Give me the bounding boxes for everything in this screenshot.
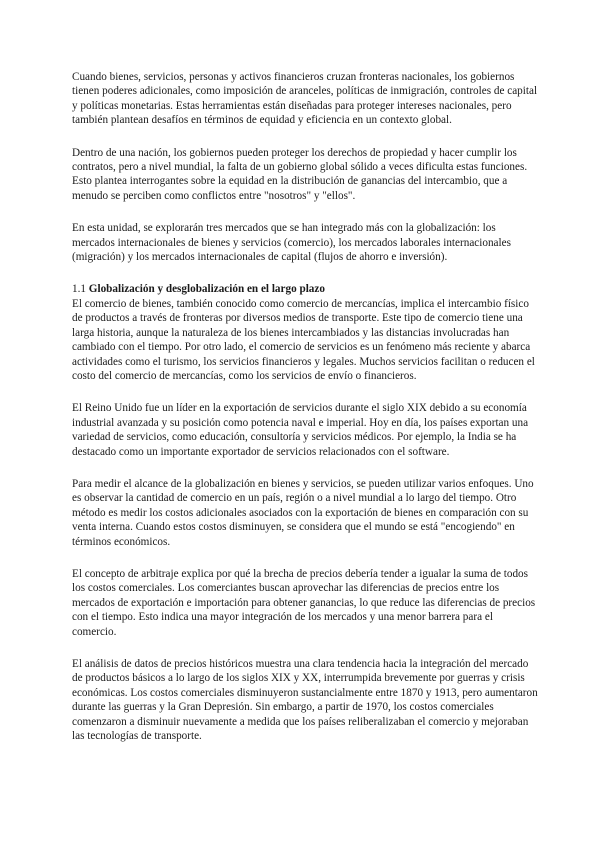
section-paragraph-3: Para medir el alcance de la globalización en bienes y servicios, se pueden utilizar varios enfoques. Uno es observar la cantidad de comercio en un país, región o a nivel mundial a lo largo del tiempo. Otro método es medir los costos adicionales asociados con la exportación de bienes en comparación con su venta interna. Cuando estos costos disminuyen, se considera que el mundo se está "encogiendo" en términos económicos. bbox=[72, 477, 534, 548]
section-number: 1.1 bbox=[72, 283, 86, 296]
intro-paragraph-1: Cuando bienes, servicios, personas y activos financieros cruzan fronteras nacionales, los gobiernos tienen poderes adicionales, como imposición de aranceles, políticas de inmigración, controles de capital y políticas monetarias. Estas herramientas están diseñadas para proteger intereses nacionales, pero también plantean desafíos en términos de equidad y eficiencia en un contexto global. bbox=[72, 71, 538, 127]
section-1-1 bbox=[72, 282, 538, 743]
section-paragraph-4: El concepto de arbitraje explica por qué la brecha de precios debería tender a igualar la suma de todos los costos comerciales. Los comerciantes buscan aprovechar las diferencias de precios entre los mercados de exportación e importación para obtener ganancias, lo que reduce las diferencias de precios con el tiempo. Esto indica una mayor integración de los mercados y una menor barrera para el comercio. bbox=[72, 567, 536, 638]
section-title: Globalización y desglobalización en el largo plazo bbox=[88, 283, 325, 296]
section-paragraph-1: El comercio de bienes, también conocido como comercio de mercancías, implica el intercambio físico de productos a través de fronteras por diversos medios de transporte. Este tipo de comercio tiene una larga historia, aunque la naturaleza de los bienes intercambiados y las distancias involucradas han cambiado con el tiempo. Por otro lado, el comercio de servicios es un fenómeno más reciente y abarca actividades como el turismo, los servicios financieros y legales. Muchos servicios facilitan o reducen el costo del comercio de mercancías, como los servicios de envío o financieros. bbox=[72, 297, 535, 382]
intro-paragraph-3: En esta unidad, se explorarán tres mercados que se han integrado más con la globalización: los mercados internacionales de bienes y servicios (comercio), los mercados laborales internacionales (migración) y los mercados internacionales de capital (flujos de ahorro e inversión). bbox=[72, 222, 511, 264]
section-paragraph-2: El Reino Unido fue un líder en la exportación de servicios durante el siglo XIX debido a su economía industrial avanzada y su posición como potencia naval e imperial. Hoy en día, los países exportan una variedad de servicios, como educación, consultoría y servicios médicos. Por ejemplo, la India se ha destacado como un importante exportador de servicios relacionados con el software. bbox=[72, 402, 529, 458]
section-heading bbox=[72, 282, 538, 296]
section-paragraph-5: El análisis de datos de precios históricos muestra una clara tendencia hacia la integración del mercado de productos básicos a lo largo de los siglos XIX y XX, interrumpida brevemente por guerras y crisis económicas. Los costos comerciales disminuyeron sustancialmente entre 1870 y 1913, pero aumentaron durante las guerras y la Gran Depresión. Sin embargo, a partir de 1970, los costos comerciales comenzaron a disminuir nuevamente a medida que los países reliberalizaban el comercio y mejoraban las tecnologías de transporte. bbox=[72, 658, 538, 743]
intro-paragraph-2: Dentro de una nación, los gobiernos pueden proteger los derechos de propiedad y hacer cumplir los contratos, pero a nivel mundial, la falta de un gobierno global sólido a veces dificulta estas funciones. Esto plantea interrogantes sobre la equidad en la distribución de ganancias del intercambio, que a menudo se perciben como conflictos entre "nosotros" y "ellos". bbox=[72, 146, 528, 202]
